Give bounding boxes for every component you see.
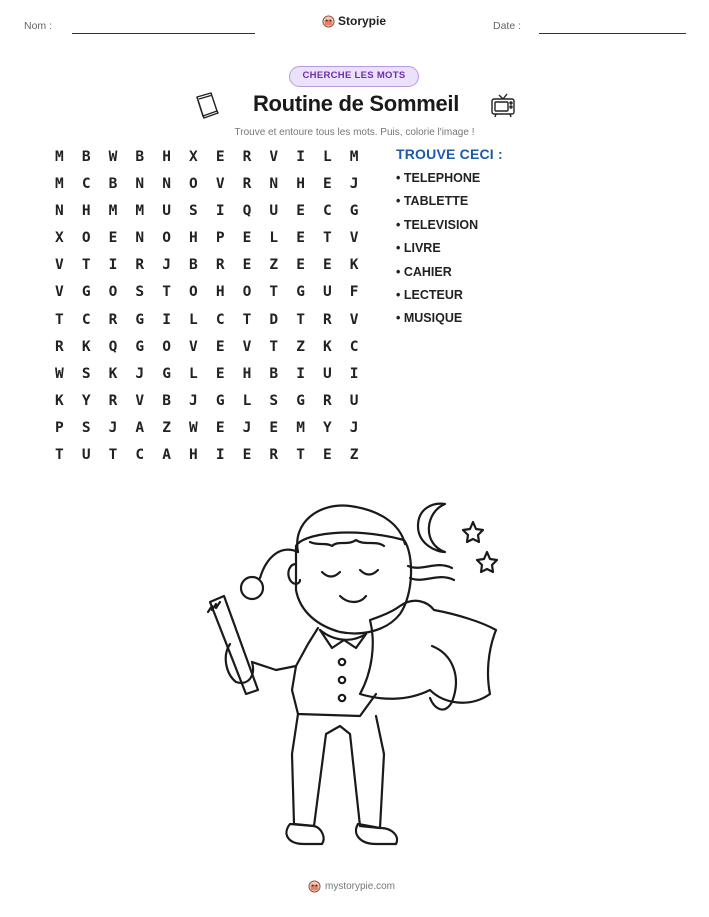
grid-cell[interactable]: T — [108, 447, 118, 464]
grid-cell[interactable]: E — [296, 203, 305, 220]
star-icon — [463, 522, 483, 542]
grid-cell[interactable]: U — [323, 284, 332, 301]
grid-cell[interactable]: R — [269, 447, 279, 464]
word-list-item: • CAHIER — [396, 264, 452, 279]
grid-cell[interactable]: U — [323, 365, 332, 382]
grid-cell[interactable]: H — [81, 203, 91, 220]
grid-cell[interactable]: T — [269, 284, 279, 301]
grid-cell[interactable]: Z — [269, 257, 279, 274]
grid-cell[interactable]: H — [296, 176, 305, 193]
grid-cell[interactable]: R — [108, 311, 118, 328]
storypie-logo-icon — [308, 880, 321, 893]
grid-cell[interactable]: E — [215, 365, 225, 382]
grid-cell[interactable]: Y — [323, 419, 332, 436]
grid-cell[interactable]: I — [296, 149, 305, 165]
word-list-item: • MUSIQUE — [396, 311, 463, 326]
grid-row — [46, 393, 368, 420]
grid-cell[interactable]: N — [135, 176, 145, 193]
grid-cell[interactable]: H — [242, 365, 252, 382]
grid-cell[interactable]: R — [135, 257, 145, 274]
grid-cell[interactable]: O — [189, 284, 198, 301]
grid-cell[interactable]: B — [269, 365, 279, 382]
grid-cell[interactable]: E — [242, 447, 252, 464]
grid-cell[interactable]: P — [55, 419, 64, 436]
grid-row — [46, 176, 368, 203]
word-list-item: • LECTEUR — [396, 287, 463, 302]
storypie-logo-icon — [322, 15, 335, 28]
footer-url: mystorypie.com — [325, 881, 396, 892]
grid-cell[interactable]: E — [215, 149, 225, 165]
sleepy-child-illustration — [200, 494, 510, 856]
grid-cell[interactable]: G — [296, 284, 305, 301]
grid-cell[interactable]: V — [189, 338, 198, 355]
grid-cell[interactable]: L — [323, 149, 332, 165]
grid-cell[interactable]: E — [269, 419, 279, 436]
grid-cell[interactable]: E — [108, 230, 118, 247]
grid-cell[interactable]: N — [269, 176, 279, 193]
grid-cell[interactable]: L — [269, 230, 279, 247]
grid-cell[interactable]: C — [215, 311, 225, 328]
grid-cell[interactable]: I — [162, 311, 171, 328]
grid-cell[interactable]: O — [189, 176, 198, 193]
grid-row — [46, 149, 368, 176]
word-list — [396, 171, 480, 335]
grid-cell[interactable]: O — [162, 338, 171, 355]
grid-cell[interactable]: W — [55, 365, 64, 382]
grid-cell[interactable]: H — [189, 230, 198, 247]
grid-row — [46, 339, 368, 366]
name-line — [72, 33, 255, 34]
grid-cell[interactable]: V — [242, 338, 252, 355]
grid-cell[interactable]: B — [135, 149, 145, 165]
instructions: Trouve et entoure tous les mots. Puis, colorie l'image ! — [234, 127, 475, 138]
grid-cell[interactable]: K — [349, 257, 359, 274]
grid-cell[interactable]: C — [349, 338, 359, 355]
grid-cell[interactable]: K — [81, 338, 91, 355]
date-label: Date : — [493, 20, 522, 32]
grid-cell[interactable]: P — [215, 230, 225, 247]
name-label: Nom : — [24, 20, 53, 32]
grid-row — [46, 447, 368, 474]
grid-cell[interactable]: Q — [108, 338, 118, 355]
grid-cell[interactable]: M — [108, 203, 118, 220]
category-badge: CHERCHE LES MOTS — [289, 66, 419, 87]
grid-cell[interactable]: Z — [349, 447, 359, 464]
grid-cell[interactable]: F — [349, 284, 359, 301]
grid-cell[interactable]: Q — [242, 203, 252, 220]
grid-cell[interactable]: G — [162, 365, 171, 382]
grid-cell[interactable]: A — [135, 419, 145, 436]
grid-cell[interactable]: R — [323, 311, 332, 328]
grid-cell[interactable]: J — [242, 419, 252, 436]
grid-cell[interactable]: T — [55, 311, 64, 328]
grid-cell[interactable]: L — [189, 365, 198, 382]
grid-cell[interactable]: S — [81, 365, 91, 382]
grid-cell[interactable]: E — [323, 176, 332, 193]
grid-cell[interactable]: H — [189, 447, 198, 464]
grid-cell[interactable]: R — [242, 176, 252, 193]
grid-cell[interactable]: X — [55, 230, 64, 247]
grid-cell[interactable]: N — [135, 230, 145, 247]
grid-cell[interactable]: R — [215, 257, 225, 274]
brand — [322, 14, 386, 28]
word-search-grid — [46, 149, 368, 474]
grid-cell[interactable]: V — [349, 230, 359, 247]
grid-cell[interactable]: E — [296, 257, 305, 274]
grid-cell[interactable]: V — [135, 392, 145, 409]
grid-cell[interactable]: H — [215, 284, 225, 301]
grid-cell[interactable]: E — [242, 230, 252, 247]
grid-cell[interactable]: U — [349, 392, 359, 409]
grid-cell[interactable]: L — [242, 392, 252, 409]
grid-cell[interactable]: S — [189, 203, 198, 220]
grid-cell[interactable]: R — [323, 392, 332, 409]
grid-cell[interactable]: I — [296, 365, 305, 382]
word-list-title: TROUVE CECI : — [396, 146, 503, 162]
date-line — [539, 33, 686, 34]
grid-cell[interactable]: V — [269, 149, 279, 165]
grid-cell[interactable]: M — [296, 419, 305, 436]
grid-cell[interactable]: B — [81, 149, 91, 165]
grid-cell[interactable]: M — [135, 203, 145, 220]
grid-cell[interactable]: J — [349, 419, 359, 436]
grid-cell[interactable]: T — [269, 338, 279, 355]
grid-cell[interactable]: A — [162, 447, 171, 464]
grid-cell[interactable]: T — [296, 447, 305, 464]
grid-cell[interactable]: I — [349, 365, 359, 382]
grid-cell[interactable]: J — [108, 419, 118, 436]
grid-cell[interactable]: L — [189, 311, 198, 328]
grid-cell[interactable]: U — [81, 447, 91, 464]
grid-cell[interactable]: E — [296, 230, 305, 247]
grid-cell[interactable]: T — [323, 230, 332, 247]
grid-cell[interactable]: G — [349, 203, 359, 220]
grid-cell[interactable]: G — [296, 392, 305, 409]
brand-name: Storypie — [338, 14, 387, 28]
grid-cell[interactable]: O — [108, 284, 118, 301]
star-icon — [477, 552, 497, 572]
grid-row — [46, 257, 368, 284]
page-title: Routine de Sommeil — [252, 91, 460, 116]
grid-cell[interactable]: Z — [296, 338, 305, 355]
grid-cell[interactable]: R — [108, 392, 118, 409]
grid-cell[interactable]: G — [215, 392, 225, 409]
moon-icon — [418, 504, 445, 552]
grid-cell[interactable]: V — [55, 284, 64, 301]
word-list-item: • TELEPHONE — [396, 171, 481, 185]
book-icon — [194, 91, 220, 119]
grid-cell[interactable]: W — [108, 149, 118, 165]
word-list-item: • LIVRE — [396, 241, 441, 256]
grid-cell[interactable]: O — [81, 230, 91, 247]
grid-cell[interactable]: T — [162, 284, 171, 301]
grid-cell[interactable]: N — [162, 176, 171, 193]
grid-cell[interactable]: E — [242, 257, 252, 274]
grid-cell[interactable]: H — [162, 149, 171, 165]
grid-cell[interactable]: R — [55, 338, 64, 355]
grid-cell[interactable]: B — [162, 392, 171, 409]
grid-cell[interactable]: V — [215, 176, 225, 193]
word-list-item: • TABLETTE — [396, 194, 469, 209]
grid-cell[interactable]: E — [215, 338, 225, 355]
grid-cell[interactable]: Y — [81, 392, 91, 409]
grid-cell[interactable]: B — [189, 257, 198, 274]
grid-cell[interactable]: D — [269, 311, 279, 328]
grid-cell[interactable]: J — [162, 257, 171, 274]
grid-cell[interactable]: M — [55, 149, 64, 165]
grid-cell[interactable]: J — [135, 365, 145, 382]
grid-cell[interactable]: V — [55, 257, 64, 274]
grid-cell[interactable]: S — [81, 419, 91, 436]
grid-cell[interactable]: O — [162, 230, 171, 247]
grid-row — [46, 312, 368, 339]
grid-cell[interactable]: O — [242, 284, 252, 301]
grid-cell[interactable]: X — [189, 149, 198, 165]
grid-cell[interactable]: N — [55, 203, 64, 220]
grid-cell[interactable]: C — [81, 311, 91, 328]
grid-cell[interactable]: I — [108, 257, 118, 274]
grid-cell[interactable]: R — [242, 149, 252, 165]
grid-cell[interactable]: K — [108, 365, 118, 382]
grid-cell[interactable]: C — [323, 203, 332, 220]
grid-cell[interactable]: E — [323, 257, 332, 274]
grid-row — [46, 230, 368, 257]
word-list-item: • TELEVISION — [396, 217, 479, 232]
grid-cell[interactable]: U — [162, 203, 171, 220]
grid-row — [46, 284, 368, 311]
grid-cell[interactable]: E — [323, 447, 332, 464]
grid-cell[interactable]: M — [55, 176, 64, 193]
tv-icon — [489, 91, 517, 119]
grid-cell[interactable]: G — [135, 338, 145, 355]
grid-cell[interactable]: B — [108, 176, 118, 193]
grid-cell[interactable]: S — [269, 392, 279, 409]
grid-cell[interactable]: I — [215, 203, 225, 220]
grid-cell[interactable]: C — [81, 176, 91, 193]
grid-cell[interactable]: K — [323, 338, 332, 355]
grid-cell[interactable]: K — [55, 392, 64, 409]
grid-cell[interactable]: Z — [162, 419, 171, 436]
grid-cell[interactable]: M — [349, 149, 359, 165]
grid-cell[interactable]: T — [81, 257, 91, 274]
grid-row — [46, 203, 368, 230]
grid-cell[interactable]: W — [189, 419, 198, 436]
grid-cell[interactable]: G — [135, 311, 145, 328]
grid-cell[interactable]: U — [269, 203, 279, 220]
grid-cell[interactable]: I — [215, 447, 225, 464]
footer — [308, 880, 395, 893]
grid-cell[interactable]: C — [135, 447, 145, 464]
grid-row — [46, 366, 368, 393]
grid-cell[interactable]: G — [81, 284, 91, 301]
grid-cell[interactable]: T — [55, 447, 64, 464]
grid-cell[interactable]: J — [189, 392, 198, 409]
grid-cell[interactable]: T — [296, 311, 305, 328]
grid-cell[interactable]: V — [349, 311, 359, 328]
grid-cell[interactable]: T — [242, 311, 252, 328]
grid-cell[interactable]: E — [215, 419, 225, 436]
grid-cell[interactable]: S — [135, 284, 145, 301]
grid-cell[interactable]: J — [349, 176, 359, 193]
grid-row — [46, 420, 368, 447]
